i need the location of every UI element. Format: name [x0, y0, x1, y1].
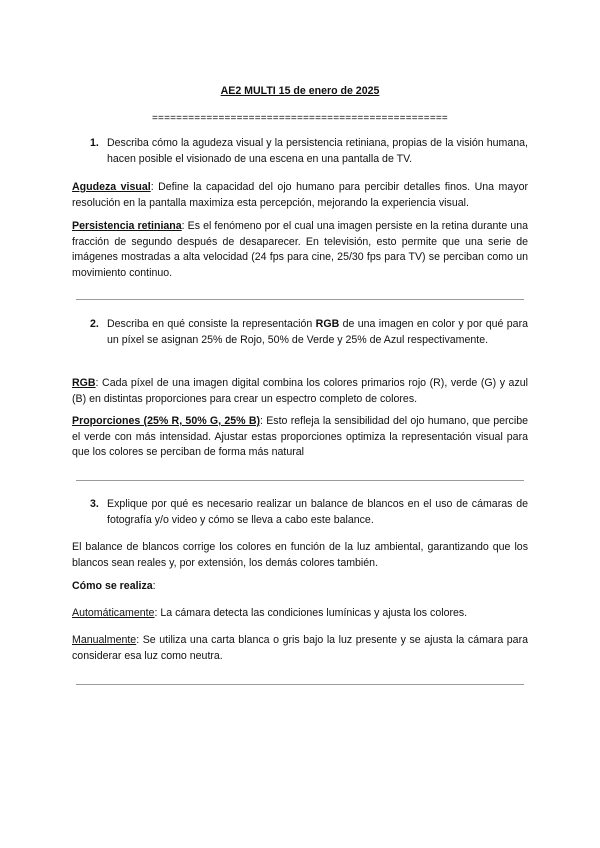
question-2-text: [107, 317, 528, 348]
question-2-number: 2.: [90, 318, 99, 330]
question-3: [90, 497, 528, 528]
how-colon: :: [152, 580, 156, 592]
answer-2-rgb: [72, 376, 528, 407]
answer-1-agudeza: [72, 180, 528, 211]
divider-3: [76, 684, 524, 685]
question-3-text: Explique por qué es necesario realizar un balance de blancos en el uso de cámaras de fotografía y/o video y cómo se lleva a cabo este balance.: [107, 498, 528, 526]
answer-3-intro: El balance de blancos corrige los colores en función de la luz ambiental, garantizando que los blancos sean reales y, por extensión, los demás colores también.: [72, 541, 528, 569]
answer-1-persistencia-text: : Es el fenómeno por el cual una imagen persiste en la retina durante una fracción de segundo después de desaparecer. En televisión, esto permite que una serie de imágenes mostradas a alta velocidad (24 fps para cine, 25/30 fps para TV) se perciban como un movimiento continuo.: [72, 220, 528, 279]
answer-1-agudeza-text: : Define la capacidad del ojo humano para percibir detalles finos. Una mayor resolución en la pantalla maximiza esta percepción, mejorando la experiencia visual.: [72, 181, 528, 209]
how-label: Cómo se realiza: [72, 580, 153, 592]
document-title: AE2 MULTI 15 de enero de 2025: [220, 85, 380, 97]
term-automaticamente: Automáticamente: [72, 607, 155, 619]
answer-2-rgb-text: : Cada píxel de una imagen digital combina los colores primarios rojo (R), verde (G) y azul (B) en distintas proporciones para crear un espectro completo de colores.: [72, 377, 528, 405]
term-manualmente: Manualmente: [72, 634, 137, 646]
divider-2: [76, 480, 524, 481]
term-persistencia-retiniana: Persistencia retiniana: [72, 220, 182, 232]
term-agudeza-visual: Agudeza visual: [72, 181, 151, 193]
answer-3-auto-text: : La cámara detecta las condiciones lumínicas y ajusta los colores.: [154, 607, 468, 619]
question-3-number: 3.: [90, 498, 99, 510]
answer-3-manual: [72, 633, 528, 664]
answer-3-how: [72, 579, 528, 595]
question-2: [90, 317, 528, 348]
term-proporciones: Proporciones (25% R, 50% G, 25% B): [72, 415, 261, 427]
question-1: [90, 136, 528, 167]
term-rgb: RGB: [72, 377, 96, 389]
question-2-text-c: de una imagen en color y por qué para un píxel se asignan 25% de Rojo, 50% de Verde y 25% de Azul respectivamente.: [107, 318, 528, 346]
answer-2-proporciones-text: : Esto refleja la sensibilidad del ojo humano, que percibe el verde con más intensidad. Ajustar estas proporciones optimiza la representación visual para que los colores se perciban de forma más natural: [72, 415, 528, 458]
answer-2-proporciones: [72, 414, 528, 461]
question-2-text-a: Describa en qué consiste la representación: [107, 318, 316, 330]
question-1-text: Describa cómo la agudeza visual y la persistencia retiniana, propias de la visión humana, hacen posible el visionado de una escena en una pantalla de TV.: [107, 137, 528, 165]
title-separator: =================================================: [152, 113, 448, 124]
answer-3-manual-text: : Se utiliza una carta blanca o gris bajo la luz presente y se ajusta la cámara para considerar esa luz como neutra.: [72, 634, 528, 662]
answer-3-auto: [72, 606, 528, 622]
question-2-text-rgb: RGB: [315, 318, 340, 330]
answer-1-persistencia: [72, 219, 528, 281]
divider-1: [76, 299, 524, 300]
question-1-number: 1.: [90, 137, 99, 149]
